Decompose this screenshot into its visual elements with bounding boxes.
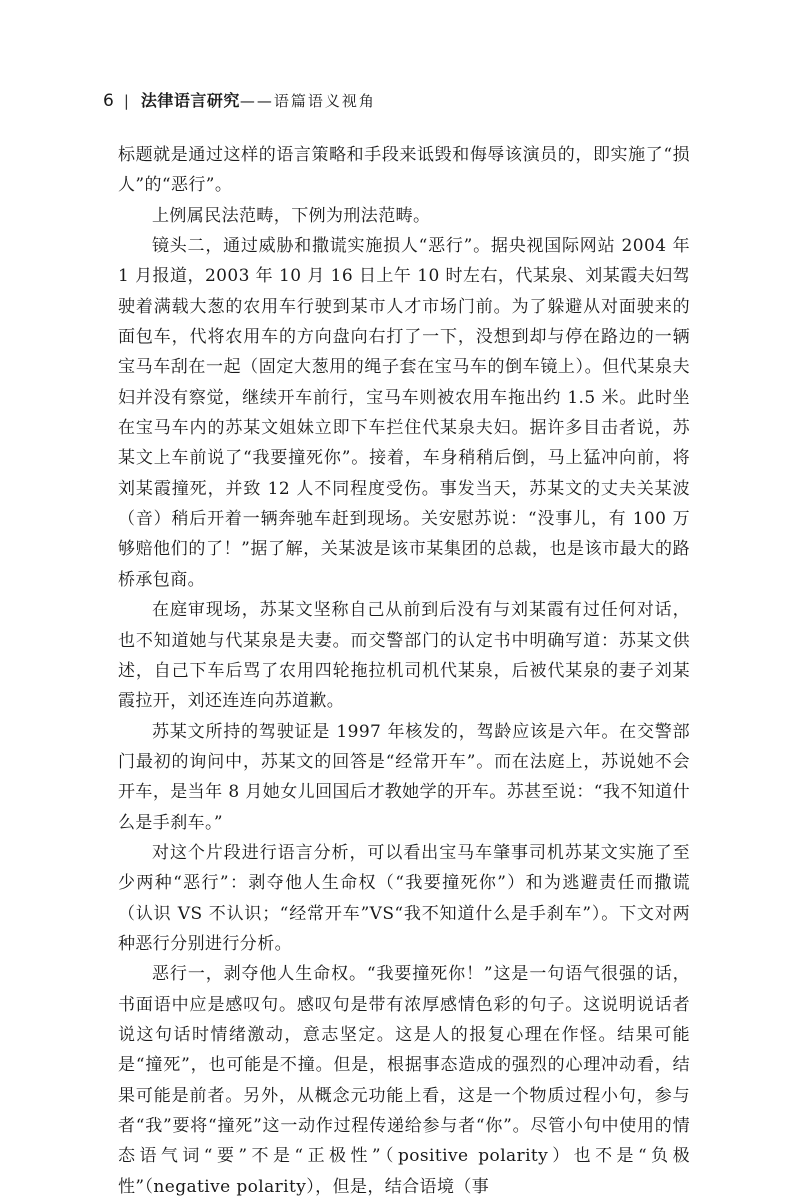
header-separator: | xyxy=(123,92,129,110)
book-title: 法律语言研究 xyxy=(140,91,240,110)
paragraph: 上例属民法范畴，下例为刑法范畴。 xyxy=(152,205,431,226)
running-header xyxy=(103,88,376,114)
book-subtitle: ——语篇语义视角 xyxy=(239,92,376,110)
paragraph: 在庭审现场，苏某文坚称自己从前到后没有与刘某霞有过任何对话，也不知道她与代某泉是夫妻。而交警部门的认定书中明确写道：苏某文供述，自己下车后骂了农用四轮拖拉机司机代某泉，后被代某泉的妻子刘某霞拉开，刘还连连向苏道歉。 xyxy=(118,600,690,712)
paragraph: 镜头二，通过威胁和撒谎实施损人“恶行”。据央视国际网站 2004 年 1 月报道，2003 年 10 月 16 日上午 10 时左右，代某泉、刘某霞夫妇驾驶着满载大葱的农用车行驶到某市人才市场门前。为了躲避从对面驶来的面包车，代将农用车的方向盘向右打了一下，没想到却与停在路边的一辆宝马车刮在一起（固定大葱用的绳子套在宝马车的倒车镜上）。但代某泉夫妇并没有察觉，继续开车前行，宝马车则被农用车拖出约 1.5 米。此时坐在宝马车内的苏某文姐妹立即下车拦住代某泉夫妇。据许多目击者说，苏某文上车前说了“我要撞死你”。接着，车身稍稍后倒，马上猛冲向前，将刘某霞撞死，并致 12 人不同程度受伤。事发当天，苏某文的丈夫关某波（音）稍后开着一辆奔驰车赶到现场。关安慰苏说：“没事儿，有 100 万够赔他们的了！”据了解，关某波是该市某集团的总裁，也是该市最大的路桥承包商。 xyxy=(118,236,690,590)
paragraph-continuation: 标题就是通过这样的语言策略和手段来诋毁和侮辱该演员的，即实施了“损人”的“恶行”。 xyxy=(118,145,690,196)
page-number: 6 xyxy=(103,91,114,111)
body-text xyxy=(118,140,690,1202)
paragraph: 对这个片段进行语言分析，可以看出宝马车肇事司机苏某文实施了至少两种“恶行”：剥夺他人生命权（“我要撞死你”）和为逃避责任而撒谎（认识 VS 不认识；“经常开车”VS“我不知道什么是手刹车”）。下文对两种恶行分别进行分析。 xyxy=(118,842,690,954)
paragraph: 恶行一，剥夺他人生命权。“我要撞死你！”这是一句语气很强的话，书面语中应是感叹句。感叹句是带有浓厚感情色彩的句子。这说明说话者说这句话时情绪激动，意志坚定。这是人的报复心理在作怪。结果可能是“撞死”，也可能是不撞。但是，根据事态造成的强烈的心理冲动看，结果可能是前者。另外，从概念元功能上看，这是一个物质过程小句，参与者“我”要将“撞死”这一动作过程传递给参与者“你”。尽管小句中使用的情态语气词“要”不是“正极性”（positive polarity）也不是“负极性”（negative polarity），但是，结合语境（事 xyxy=(118,964,690,1197)
paragraph: 苏某文所持的驾驶证是 1997 年核发的，驾龄应该是六年。在交警部门最初的询问中，苏某文的回答是“经常开车”。而在法庭上，苏说她不会开车，是当年 8 月她女儿回国后才教她学的开车。苏甚至说：“我不知道什么是手刹车。” xyxy=(118,721,690,833)
